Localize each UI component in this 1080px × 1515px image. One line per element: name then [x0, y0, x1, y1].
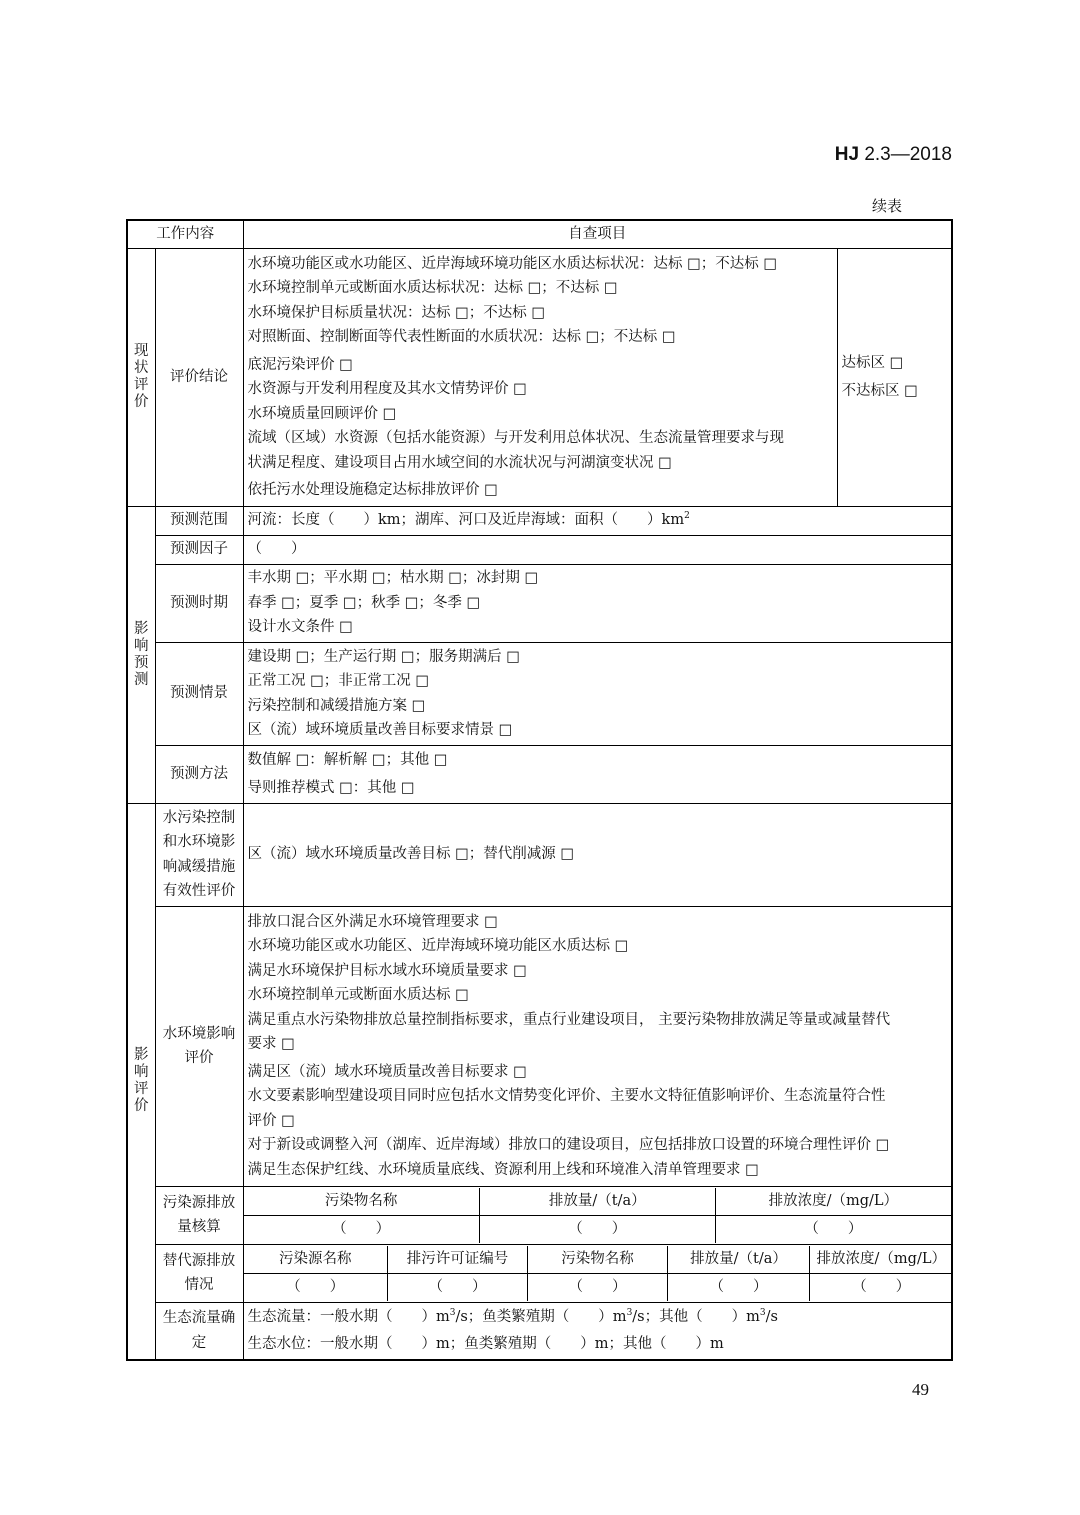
label-eco-flow: 生态流量确定 [155, 1302, 243, 1360]
label-substitute-source: 替代源排放情况 [155, 1244, 243, 1302]
label-evaluation-conclusion: 评价结论 [155, 248, 243, 506]
list-item: 数值解 □：解析解 □；其他 □ [247, 752, 448, 768]
list-item: 依托污水处理设施稳定达标排放评价 □ [247, 482, 498, 498]
list-item: 评价 □ [247, 1112, 295, 1129]
list-item: 排放口混合区外满足水环境管理要求 □ [247, 913, 498, 930]
substitute-value: （ ） [668, 1273, 810, 1301]
category-status-evaluation: 现状评价 [127, 248, 155, 506]
continued-label: 续表 [871, 197, 902, 215]
pollutant-value-name: （ ） [244, 1215, 480, 1243]
prediction-scenario-items [243, 642, 952, 745]
list-item: 流域（区域）水资源（包括水能资源）与开发利用总体状况、生态流量管理要求与现 [247, 430, 784, 446]
substitute-header-amount: 排放量/（t/a） [668, 1246, 810, 1274]
substitute-header-permit-no: 排污许可证编号 [388, 1246, 528, 1274]
page-number: 49 [912, 1380, 929, 1399]
prediction-factor-value: （ ） [243, 535, 952, 564]
header-check-items: 自查项目 [243, 220, 952, 248]
list-item: 满足生态保护红线、水环境质量底线、资源利用上线和环境准入清单管理要求 □ [247, 1161, 759, 1178]
list-item: 春季 □；夏季 □；秋季 □；冬季 □ [247, 594, 481, 611]
substitute-value: （ ） [388, 1273, 528, 1301]
standard-number: HJ 2.3—2018 [834, 144, 952, 165]
label-pollutant-source-accounting: 污染源排放量核算 [155, 1186, 243, 1244]
substitute-header-pollutant-name: 污染物名称 [528, 1246, 668, 1274]
substitute-value: （ ） [528, 1273, 668, 1301]
label-prediction-factor: 预测因子 [155, 535, 243, 564]
category-impact-evaluation: 影响评价 [127, 803, 155, 1360]
label-prediction-range: 预测范围 [155, 506, 243, 535]
substitute-header-concentration: 排放浓度/（mg/L） [810, 1246, 953, 1274]
list-item: 水环境功能区或水功能区、近岸海域环境功能区水质达标状况：达标 □；不达标 □ [247, 255, 778, 272]
list-item: 正常工况 □；非正常工况 □ [247, 673, 430, 689]
status-items [243, 248, 837, 506]
list-item: 水环境功能区或水功能区、近岸海域环境功能区水质达标 □ [247, 938, 629, 955]
prediction-range-value: 河流：长度（ ）km；湖库、河口及近岸海域：面积（ ）$km^2$ [243, 506, 952, 535]
list-item: 水环境控制单元或断面水质达标 □ [247, 987, 469, 1004]
list-item: 达标区 □ [841, 355, 904, 371]
substitute-value: （ ） [244, 1273, 388, 1301]
mitigation-value: 区（流）域水环境质量改善目标 □；替代削减源 □ [243, 803, 952, 906]
list-item: 污染控制和减缓措施方案 □ [247, 697, 426, 714]
substitute-value: （ ） [852, 1278, 911, 1295]
list-item: 水文要素影响型建设项目同时应包括水文情势变化评价、主要水文特征值影响评价、生态流量符合性 [247, 1088, 886, 1105]
list-item: 满足水环境保护目标水域水环境质量要求 □ [247, 962, 527, 979]
list-item: 状满足程度、建设项目占用水域空间的水流状况与河湖演变状况 □ [247, 454, 672, 471]
list-item: 底泥污染评价 □ [247, 356, 353, 373]
pollutant-source-table [243, 1186, 952, 1244]
list-item: 设计水文条件 □ [247, 619, 353, 636]
substitute-header-source-name: 污染源名称 [244, 1246, 388, 1274]
list-item: 满足重点水污染物排放总量控制指标要求，重点行业建设项目， 主要污染物排放满足等量或减量替代 [247, 1011, 891, 1028]
list-item: 导则推荐模式 □：其他 □ [247, 779, 415, 796]
label-prediction-method: 预测方法 [155, 745, 243, 803]
header-work-content: 工作内容 [127, 220, 243, 248]
water-impact-items [243, 906, 952, 1186]
prediction-method-items [243, 745, 952, 803]
list-item: 对于新设或调整入河（湖库、近岸海域）排放口的建设项目，应包括排放口设置的环境合理性评价 □ [247, 1137, 890, 1154]
label-water-impact-evaluation: 水环境影响评价 [155, 906, 243, 1186]
category-impact-prediction: 影响预测 [127, 506, 155, 803]
list-item: 建设期 □；生产运行期 □；服务期满后 □ [247, 648, 520, 665]
list-item: 满足区（流）域水环境质量改善目标要求 □ [247, 1063, 527, 1080]
list-item: 区（流）域环境质量改善目标要求情景 □ [247, 722, 513, 738]
pollutant-header-amount: 排放量/（t/a） [479, 1188, 715, 1216]
list-item: 水环境质量回顾评价 □ [247, 405, 397, 422]
label-prediction-period: 预测时期 [155, 564, 243, 642]
list-item: 水环境保护目标质量状况：达标 □；不达标 □ [247, 304, 546, 321]
pollutant-header-concentration: 排放浓度/（mg/L） [715, 1188, 951, 1216]
label-prediction-scenario: 预测情景 [155, 642, 243, 745]
self-check-table [126, 219, 953, 1361]
list-item: 对照断面、控制断面等代表性断面的水质状况：达标 □；不达标 □ [247, 329, 676, 345]
list-item: 要求 □ [247, 1036, 295, 1053]
list-item: 不达标区 □ [841, 382, 918, 399]
eco-flow-line: 生态流量：一般水期（ ）$m^3/s$；鱼类繁殖期（ ）$m^3/s$；其他（ ）$m^3/s$ [247, 1307, 778, 1325]
list-item: 水资源与开发利用程度及其水文情势评价 □ [247, 381, 527, 397]
pollutant-value-concentration: （ ） [804, 1220, 863, 1237]
substitute-source-table [243, 1244, 952, 1302]
pollutant-value-amount: （ ） [479, 1215, 715, 1243]
eco-level-line: 生态水位：一般水期（ ）m；鱼类繁殖期（ ）m；其他（ ）m [247, 1336, 724, 1353]
eco-flow-items [243, 1302, 952, 1360]
prediction-period-items [243, 564, 952, 642]
status-side-items [837, 248, 952, 506]
list-item: 丰水期 □；平水期 □；枯水期 □；冰封期 □ [247, 570, 539, 587]
pollutant-header-name: 污染物名称 [244, 1188, 480, 1216]
label-mitigation-effectiveness: 水污染控制和水环境影响减缓措施有效性评价 [155, 803, 243, 906]
list-item: 水环境控制单元或断面水质达标状况：达标 □；不达标 □ [247, 280, 618, 296]
